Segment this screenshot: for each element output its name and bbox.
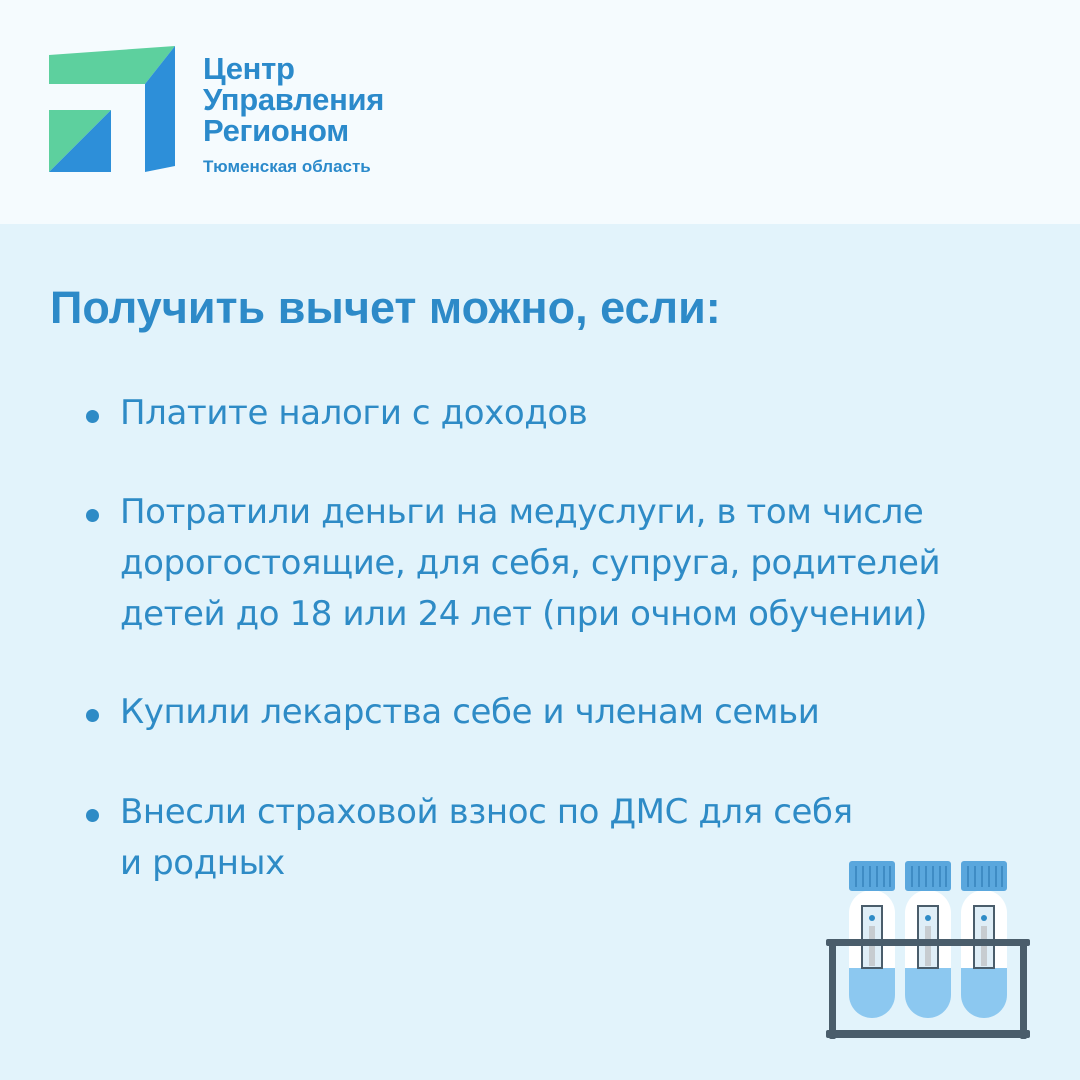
list-item-text: Платите налоги с доходов bbox=[120, 393, 588, 433]
list-item bbox=[86, 388, 587, 439]
list-item-text: Внесли страховой взнос по ДМС для себя и родных bbox=[120, 792, 853, 883]
bullet-icon bbox=[86, 410, 99, 423]
list-item bbox=[86, 787, 853, 889]
list-item bbox=[86, 687, 819, 738]
logo-line-2: Управления bbox=[203, 82, 385, 117]
bullet-icon bbox=[86, 509, 99, 522]
bullet-icon bbox=[86, 809, 99, 822]
test-tubes-icon bbox=[826, 858, 1032, 1042]
logo-line-3: Регионом bbox=[203, 113, 349, 148]
list-item-text: Потратили деньги на медуслуги, в том числе дорогостоящие, для себя, супруга, родителей детей до 18 или 24 лет (при очном обучении) bbox=[120, 492, 941, 634]
header bbox=[0, 0, 1080, 224]
page-title: Получить вычет можно, если: bbox=[50, 282, 721, 333]
bullet-icon bbox=[86, 709, 99, 722]
logo-line-1: Центр bbox=[203, 51, 295, 86]
cur-logo-icon bbox=[49, 46, 175, 172]
list-item-text: Купили лекарства себе и членам семьи bbox=[120, 692, 820, 732]
logo-region: Тюменская область bbox=[203, 157, 371, 176]
logo-wordmark bbox=[203, 53, 384, 177]
list-item bbox=[86, 487, 940, 640]
